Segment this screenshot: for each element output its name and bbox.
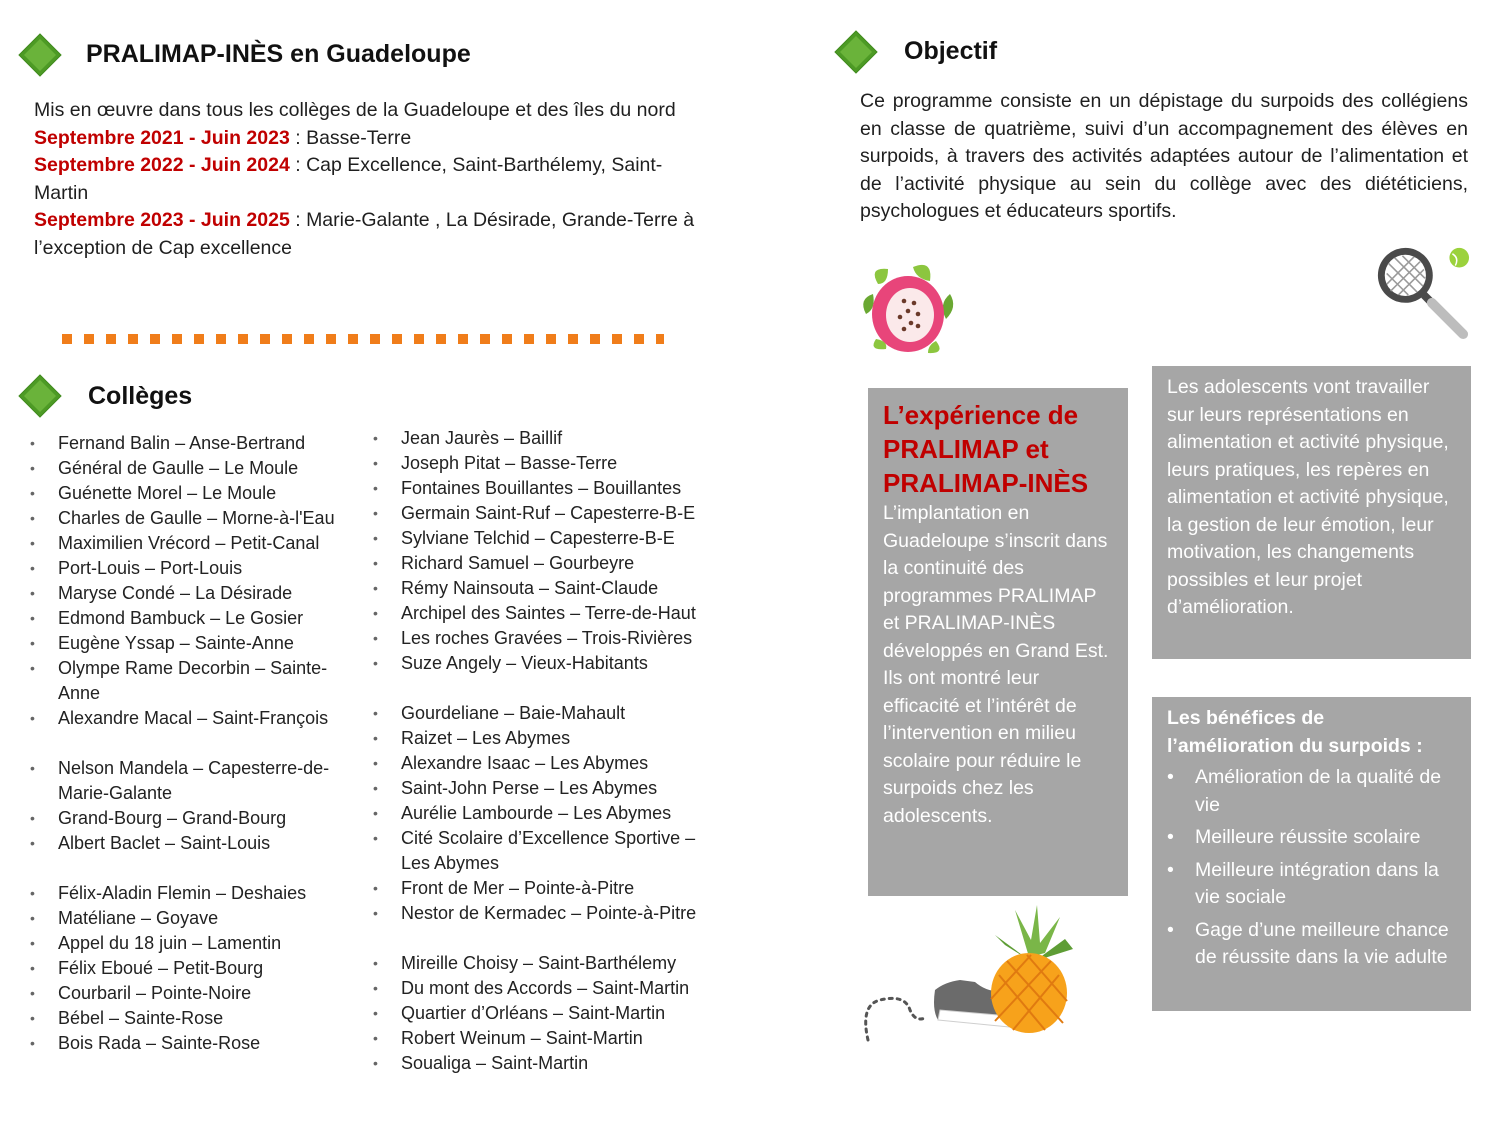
college-item: • Bois Rada – Sainte-Rose xyxy=(30,1031,360,1056)
period-places: Marie-Galante , La Désirade, Grande-Terre à l’exception de Cap excellence xyxy=(34,209,695,259)
college-item: • Guénette Morel – Le Moule xyxy=(30,481,360,506)
section-title-colleges: Collèges xyxy=(88,382,193,410)
college-item: • Appel du 18 juin – Lamentin xyxy=(30,931,360,956)
college-item: • Edmond Bambuck – Le Gosier xyxy=(30,606,360,631)
experience-text-1: L’implantation en Guadeloupe s’inscrit dans la continuité des programmes PRALIMAP et PRALIMAP-INÈS développés en Grand Est. xyxy=(883,502,1109,662)
college-item: • Robert Weinum – Saint-Martin xyxy=(373,1026,723,1051)
benefits-title: Les bénéfices de l’amélioration du surpoids : xyxy=(1167,707,1423,757)
adolescents-box xyxy=(1152,366,1471,659)
college-item: • Richard Samuel – Gourbeyre xyxy=(373,551,723,576)
college-item: • Aurélie Lambourde – Les Abymes xyxy=(373,801,723,826)
college-item: • Saint-John Perse – Les Abymes xyxy=(373,776,723,801)
college-item: • Cité Scolaire d’Excellence Sportive – Les Abymes xyxy=(373,826,723,876)
list-item: • Meilleure intégration dans la vie sociale xyxy=(1167,857,1456,912)
list-spacer xyxy=(373,676,723,701)
college-item: • Fontaines Bouillantes – Bouillantes xyxy=(373,476,723,501)
period-dates: Septembre 2022 - Juin 2024 xyxy=(34,154,290,176)
college-item: • Du mont des Accords – Saint-Martin xyxy=(373,976,723,1001)
college-item: • Nestor de Kermadec – Pointe-à-Pitre xyxy=(373,901,723,926)
period-places: Cap Excellence, Saint-Barthélemy, Saint-Martin xyxy=(34,154,663,204)
college-item: • Quartier d’Orléans – Saint-Martin xyxy=(373,1001,723,1026)
objective-text: Ce programme consiste en un dépistage du surpoids des collégiens en classe de quatrième, suivi d’un accompagnement des élèves en surpoids, à travers des activités adaptées autour de l’alimentation et de l’activité physique au sein du collège avec des diététiciens, psychologues et éducateurs sportifs. xyxy=(860,90,1468,222)
college-item: • Front de Mer – Pointe-à-Pitre xyxy=(373,876,723,901)
colleges-column-1 xyxy=(30,431,360,1056)
college-item: • Jean Jaurès – Baillif xyxy=(373,426,723,451)
intro-block xyxy=(34,97,714,262)
dragon-fruit-icon xyxy=(858,258,958,360)
intro-text: Mis en œuvre dans tous les collèges de la Guadeloupe et des îles du nord xyxy=(34,99,676,121)
list-spacer xyxy=(30,731,360,756)
college-item: • Maryse Condé – La Désirade xyxy=(30,581,360,606)
college-item: • Alexandre Macal – Saint-François xyxy=(30,706,360,731)
benefits-list xyxy=(1167,764,1456,972)
college-item: • Courbaril – Pointe-Noire xyxy=(30,981,360,1006)
period-dates: Septembre 2021 - Juin 2023 xyxy=(34,126,290,149)
experience-title: L’expérience de PRALIMAP et PRALIMAP-INÈS xyxy=(883,400,1089,498)
period-row: Septembre 2021 - Juin 2023 : Basse-Terre xyxy=(34,126,412,149)
college-item: • Joseph Pitat – Basse-Terre xyxy=(373,451,723,476)
diamond-bullet-icon xyxy=(18,374,62,418)
dashed-divider xyxy=(62,334,664,344)
college-item: • Matéliane – Goyave xyxy=(30,906,360,931)
college-item: • Soualiga – Saint-Martin xyxy=(373,1051,723,1076)
college-item: • Fernand Balin – Anse-Bertrand xyxy=(30,431,360,456)
list-item: • Meilleure réussite scolaire xyxy=(1167,824,1456,852)
college-item: • Général de Gaulle – Le Moule xyxy=(30,456,360,481)
college-item: • Olympe Rame Decorbin – Sainte-Anne xyxy=(30,656,360,706)
college-item: • Gourdeliane – Baie-Mahault xyxy=(373,701,723,726)
college-item: • Port-Louis – Port-Louis xyxy=(30,556,360,581)
section-title-objectif: Objectif xyxy=(904,37,998,65)
pineapple-icon xyxy=(985,905,1075,1035)
college-item: • Raizet – Les Abymes xyxy=(373,726,723,751)
college-item: • Maximilien Vrécord – Petit-Canal xyxy=(30,531,360,556)
college-item: • Suze Angely – Vieux-Habitants xyxy=(373,651,723,676)
college-item: • Bébel – Sainte-Rose xyxy=(30,1006,360,1031)
section-title-pralimap: PRALIMAP-INÈS en Guadeloupe xyxy=(86,40,471,68)
college-item: • Félix Eboué – Petit-Bourg xyxy=(30,956,360,981)
experience-text-2: Ils ont montré leur efficacité et l’intérêt de l’intervention en milieu scolaire pour réduire le surpoids chez les adolescents. xyxy=(883,667,1082,827)
college-item: • Nelson Mandela – Capesterre-de-Marie-Galante xyxy=(30,756,360,806)
college-item: • Germain Saint-Ruf – Capesterre-B-E xyxy=(373,501,723,526)
college-item: • Albert Baclet – Saint-Louis xyxy=(30,831,360,856)
list-item: • Amélioration de la qualité de vie xyxy=(1167,764,1456,819)
period-row: Septembre 2022 - Juin 2024 : Cap Excellence, Saint-Barthélemy, Saint-Martin xyxy=(34,154,663,204)
college-item: • Les roches Gravées – Trois-Rivières xyxy=(373,626,723,651)
diamond-bullet-icon xyxy=(834,30,878,74)
college-item: • Eugène Yssap – Sainte-Anne xyxy=(30,631,360,656)
college-item: • Sylviane Telchid – Capesterre-B-E xyxy=(373,526,723,551)
college-item: • Mireille Choisy – Saint-Barthélemy xyxy=(373,951,723,976)
period-row: Septembre 2023 - Juin 2025 : Marie-Galante , La Désirade, Grande-Terre à l’exception de Cap excellence xyxy=(34,209,695,259)
college-item: • Charles de Gaulle – Morne-à-l'Eau xyxy=(30,506,360,531)
period-places: Basse-Terre xyxy=(306,126,412,149)
college-item: • Félix-Aladin Flemin – Deshaies xyxy=(30,881,360,906)
adolescents-text: Les adolescents vont travailler sur leurs représentations en alimentation et activité physique, leurs pratiques, les repères en alimentation et activité physique, la gestion de leur émotion, leur motivation, les changements possibles et leur projet d’amélioration. xyxy=(1167,376,1449,618)
tennis-racket-icon xyxy=(1372,244,1472,342)
college-item: • Archipel des Saintes – Terre-de-Haut xyxy=(373,601,723,626)
list-spacer xyxy=(373,926,723,951)
colleges-column-2 xyxy=(373,426,723,1076)
college-item: • Alexandre Isaac – Les Abymes xyxy=(373,751,723,776)
college-item: • Grand-Bourg – Grand-Bourg xyxy=(30,806,360,831)
period-dates: Septembre 2023 - Juin 2025 xyxy=(34,209,290,231)
experience-box xyxy=(868,388,1128,896)
list-spacer xyxy=(30,856,360,881)
list-item: • Gage d’une meilleure chance de réussite dans la vie adulte xyxy=(1167,917,1456,972)
benefits-box xyxy=(1152,697,1471,1011)
college-item: • Rémy Nainsouta – Saint-Claude xyxy=(373,576,723,601)
diamond-bullet-icon xyxy=(18,33,62,77)
